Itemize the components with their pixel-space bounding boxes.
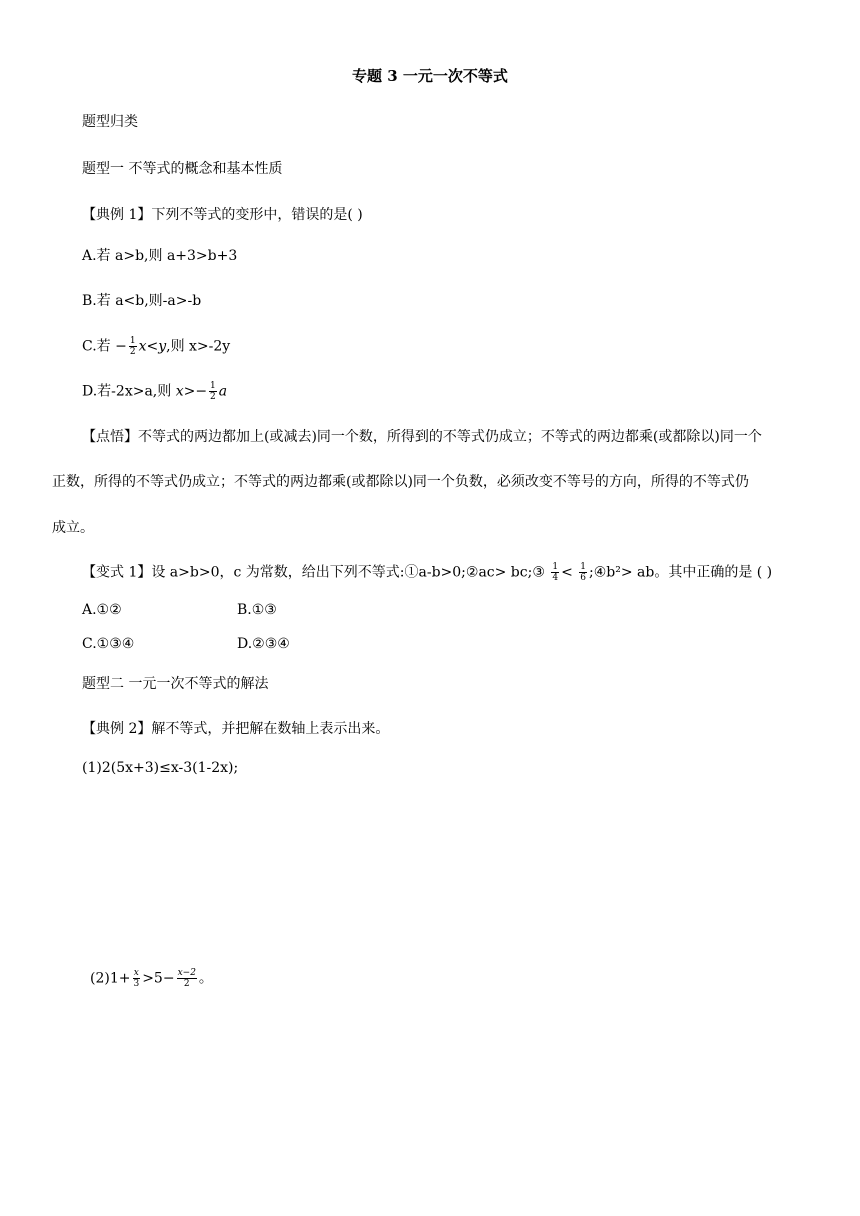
type1-heading: 题型一 不等式的概念和基本性质	[82, 161, 283, 177]
frac-numerator: x−2	[177, 968, 196, 978]
example1-text: 下列不等式的变形中，错误的是( )	[151, 207, 363, 223]
example2-item-1: (1)2(5x+3)≤x-3(1-2x);	[82, 760, 239, 776]
tip-line-1	[82, 427, 762, 447]
section-heading: 题型归类	[82, 114, 138, 130]
example1-option-c: C.若 − $\frac{1}{2}$ x<y,则 x>-2y	[82, 336, 231, 357]
frac-numerator: 1	[552, 562, 559, 572]
type2-heading: 题型二 一元一次不等式的解法	[82, 676, 269, 692]
tip-line-3: 成立。	[52, 520, 94, 536]
variant1-label: 【变式 1】	[82, 564, 152, 581]
page-title: 专题 3 一元一次不等式	[352, 67, 508, 85]
variant1-text-post: ;④b²> ab。其中正确的是 ( )	[588, 564, 773, 581]
tip-label: 【点悟】	[82, 429, 138, 445]
example1-option-b: B.若 a<b,则-a>-b	[82, 293, 202, 309]
frac-denominator: 2	[183, 979, 190, 989]
variant1-question	[82, 562, 772, 583]
variant1-option-c: C.①③④	[82, 636, 135, 652]
frac-numerator: 1	[129, 336, 136, 346]
variant1-option-d: D.②③④	[237, 636, 290, 652]
frac-numerator: 1	[210, 381, 216, 391]
example2-item-2	[90, 968, 213, 989]
variant1-option-b: B.①③	[237, 602, 277, 618]
variant1-fraction-1	[551, 562, 559, 583]
variant1-option-a: A.①②	[82, 602, 122, 618]
option-d-variable: x>−	[175, 383, 208, 400]
frac-denominator: 4	[552, 573, 559, 583]
example1-question	[82, 205, 363, 225]
option-c-variable: x<y	[138, 338, 167, 355]
example2-text: 解不等式，并把解在数轴上表示出来。	[151, 721, 390, 737]
option-c-prefix: C.若	[82, 338, 116, 355]
tip-line-2: 正数，所得的不等式仍成立；不等式的两边都乘(或都除以)同一个负数，必须改变不等号的方向，所得的不等式仍	[52, 474, 749, 490]
example1-option-a: A.若 a>b,则 a+3>b+3	[82, 248, 238, 264]
item2-mid: >5−	[142, 970, 175, 987]
example1-label: 【典例 1】	[82, 207, 152, 223]
option-c-tail: ,则 x>-2y	[166, 338, 231, 355]
variant1-mid: <	[561, 564, 578, 581]
example2-question	[82, 719, 389, 739]
option-d-fraction	[209, 381, 217, 402]
frac-denominator: 6	[580, 573, 586, 583]
example2-label: 【典例 2】	[82, 721, 152, 737]
frac-denominator: 3	[133, 979, 140, 989]
option-d-tail: a	[218, 383, 228, 400]
variant1-fraction-2	[579, 562, 587, 583]
frac-denominator: 2	[210, 392, 216, 402]
option-c-fraction	[129, 336, 137, 357]
variant1-text-pre: 设 a>b>0，c 为常数，给出下列不等式:①a-b>0;②ac> bc;③	[151, 564, 550, 581]
item2-prefix: (2)1+	[90, 970, 131, 987]
example1-option-d	[82, 381, 227, 402]
frac-numerator: x	[133, 968, 139, 978]
frac-denominator: 2	[129, 347, 136, 357]
item2-post: 。	[198, 970, 213, 987]
item2-fraction-2	[177, 968, 197, 989]
option-d-prefix: D.若-2x>a,则	[82, 383, 176, 400]
item2-fraction-1	[132, 968, 140, 989]
tip-text-1: 不等式的两边都加上(或减去)同一个数，所得到的不等式仍成立；不等式的两边都乘(或都除以)同一个	[138, 429, 762, 445]
frac-numerator: 1	[580, 562, 586, 572]
